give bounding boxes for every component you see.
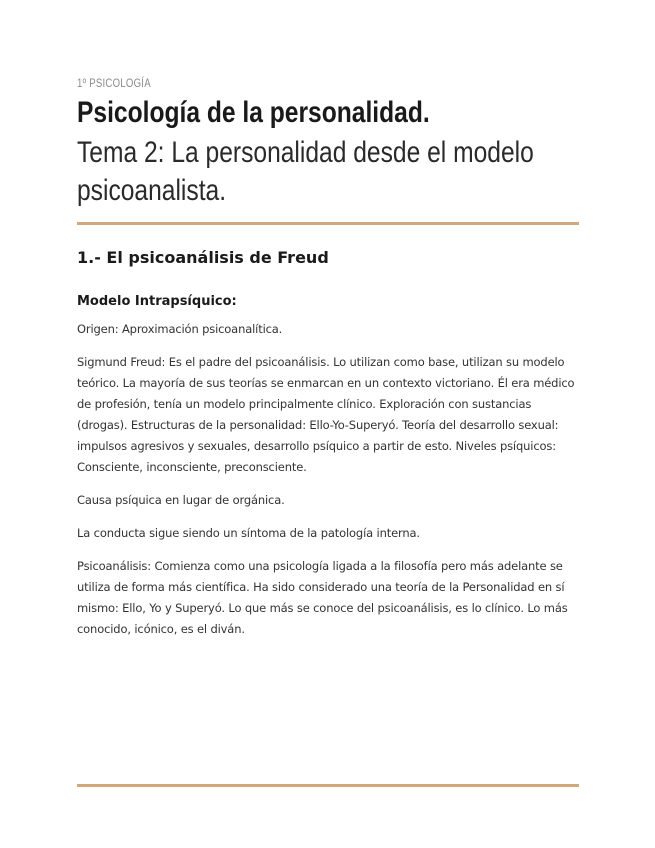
section-heading: 1.- El psicoanálisis de Freud [77,248,329,267]
paragraph-freud: Sigmund Freud: Es el padre del psicoanálisis. Lo utilizan como base, utilizan su modelo teórico. La mayoría de sus teorías se enmarcan en un contexto victoriano. Él era médico de profesión, tenía un modelo principalmente clínico. Exploración con sustancias (drogas). Estructuras de la personalidad: Ello-Yo-Superyó. Teoría del desarrollo sexual: impulsos agresivos y sexuales, desarrollo psíquico a partir de esto. Niveles psíquicos: Consciente, inconsciente, preconsciente. [77,355,575,474]
course-label: 1º PSICOLOGÍA [77,76,151,90]
document-subtitle: Tema 2: La personalidad desde el modelo psicoanalista. [77,136,534,207]
paragraph-psychoanalysis: Psicoanálisis: Comienza como una psicología ligada a la filosofía pero más adelante se utiliza de forma más científica. Ha sido considerado una teoría de la Personalidad en sí mismo: Ello, Yo y Superyó. Lo que más se conoce del psicoanálisis, es lo clínico. Lo más conocido, icónico, es el diván. [77,559,568,636]
document-title: Psicología de la personalidad. [77,96,430,129]
paragraph-origin: Origen: Aproximación psicoanalítica. [77,322,283,336]
section-body [77,293,582,652]
subsection-heading: Modelo Intrapsíquico: [77,294,237,309]
paragraph-cause: Causa psíquica en lugar de orgánica. [77,493,285,507]
paragraph-conduct: La conducta sigue siendo un síntoma de la patología interna. [77,526,420,540]
document-header [77,76,579,210]
footer-divider [77,784,579,787]
header-divider [77,222,579,225]
